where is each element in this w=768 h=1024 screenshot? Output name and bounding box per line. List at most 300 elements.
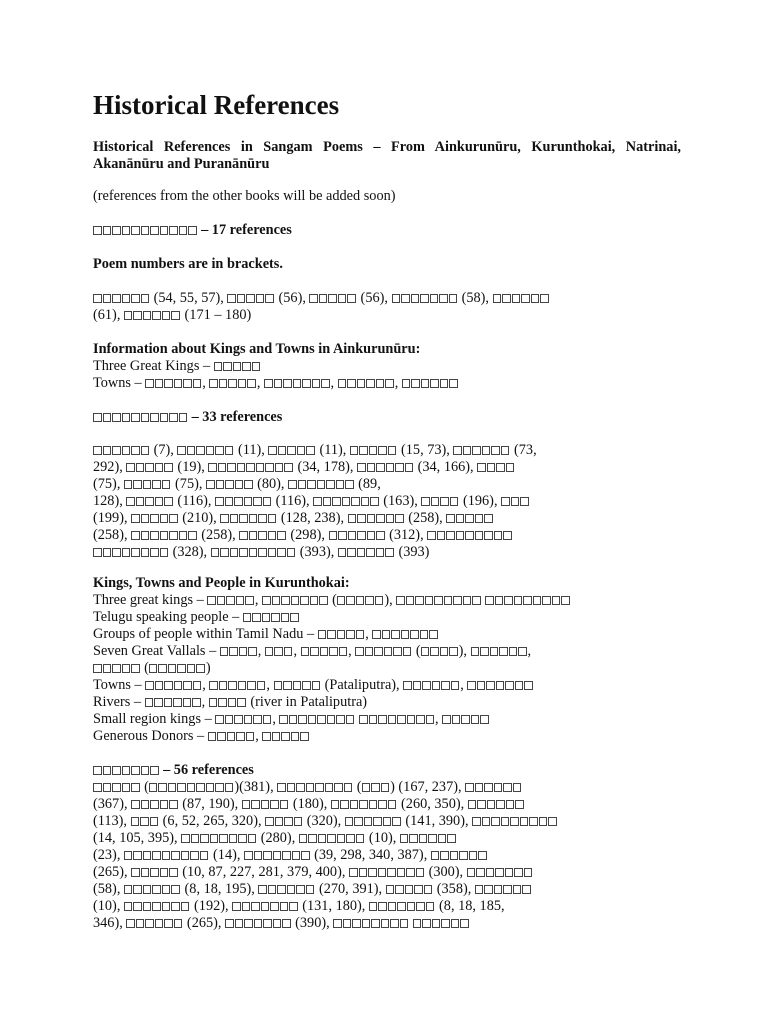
glyph-box-icon bbox=[345, 480, 354, 489]
glyph-box-icon bbox=[133, 851, 142, 860]
glyph-box-icon bbox=[320, 647, 329, 656]
glyph-box-icon bbox=[301, 647, 310, 656]
glyph-box-icon bbox=[366, 548, 375, 557]
glyph-box-icon bbox=[510, 817, 519, 826]
subtitle: Historical References in Sangam Poems – From Ainkurunūru, Kurunthokai, Natrinai, Akanānūru and Puranānūru bbox=[93, 139, 681, 172]
glyph-box-icon bbox=[478, 851, 487, 860]
text-line: Seven Great Vallals – , , , ( ), , bbox=[93, 643, 532, 659]
glyph-box-icon bbox=[524, 868, 533, 877]
glyph-box-icon bbox=[238, 834, 247, 843]
glyph-box-icon bbox=[442, 715, 451, 724]
glyph-box-icon bbox=[217, 596, 226, 605]
unrendered-glyph-run bbox=[357, 459, 414, 475]
glyph-box-icon bbox=[374, 647, 383, 656]
glyph-box-icon bbox=[446, 514, 455, 523]
glyph-box-icon bbox=[225, 480, 234, 489]
unrendered-glyph-run bbox=[465, 779, 522, 795]
glyph-box-icon bbox=[475, 885, 484, 894]
text-line: 128), (116), (116), (163), (196), bbox=[93, 493, 681, 510]
unrendered-glyph-run bbox=[209, 375, 257, 391]
glyph-box-icon bbox=[112, 766, 121, 775]
glyph-box-icon bbox=[152, 902, 161, 911]
glyph-box-icon bbox=[126, 497, 135, 506]
glyph-box-icon bbox=[283, 681, 292, 690]
glyph-box-icon bbox=[246, 463, 255, 472]
glyph-box-icon bbox=[284, 817, 293, 826]
glyph-box-icon bbox=[219, 834, 228, 843]
glyph-box-icon bbox=[495, 596, 504, 605]
glyph-box-icon bbox=[103, 446, 112, 455]
ainkurunuru-info-list bbox=[93, 358, 681, 392]
glyph-box-icon bbox=[338, 548, 347, 557]
glyph-box-icon bbox=[371, 919, 380, 928]
glyph-box-icon bbox=[441, 681, 450, 690]
glyph-box-icon bbox=[440, 851, 449, 860]
text-line: Generous Donors – , bbox=[93, 728, 681, 745]
glyph-box-icon bbox=[302, 681, 311, 690]
glyph-box-icon bbox=[426, 715, 435, 724]
text-line: ( )(381), ( ) (167, 237), bbox=[93, 779, 681, 796]
unrendered-glyph-run bbox=[124, 881, 181, 897]
glyph-box-icon bbox=[149, 783, 158, 792]
glyph-box-icon bbox=[193, 379, 202, 388]
glyph-box-icon bbox=[288, 480, 297, 489]
text-line: (14, 105, 395), (280), (10), bbox=[93, 830, 681, 847]
glyph-box-icon bbox=[239, 531, 248, 540]
glyph-box-icon bbox=[187, 664, 196, 673]
unrendered-glyph-run bbox=[131, 527, 198, 543]
unrendered-glyph-run bbox=[402, 375, 459, 391]
glyph-box-icon bbox=[361, 497, 370, 506]
glyph-box-icon bbox=[215, 497, 224, 506]
glyph-box-icon bbox=[369, 446, 378, 455]
glyph-box-icon bbox=[401, 294, 410, 303]
glyph-box-icon bbox=[131, 817, 140, 826]
unrendered-glyph-run bbox=[453, 442, 510, 458]
text-line: (58), (8, 18, 195), (270, 391), (358), bbox=[93, 881, 681, 898]
glyph-box-icon bbox=[152, 885, 161, 894]
glyph-box-icon bbox=[268, 514, 277, 523]
glyph-box-icon bbox=[317, 715, 326, 724]
unrendered-glyph-run bbox=[124, 898, 191, 914]
kurunthokai-info-heading: Kings, Towns and People in Kurunthokai: bbox=[93, 575, 350, 591]
unrendered-glyph-run bbox=[215, 711, 272, 727]
glyph-box-icon bbox=[422, 919, 431, 928]
glyph-box-icon bbox=[287, 885, 296, 894]
glyph-box-icon bbox=[540, 294, 549, 303]
glyph-box-icon bbox=[124, 480, 133, 489]
glyph-box-icon bbox=[370, 497, 379, 506]
glyph-box-icon bbox=[242, 800, 251, 809]
glyph-box-icon bbox=[381, 783, 390, 792]
glyph-box-icon bbox=[313, 497, 322, 506]
glyph-box-icon bbox=[346, 596, 355, 605]
glyph-box-icon bbox=[268, 548, 277, 557]
glyph-box-icon bbox=[282, 851, 291, 860]
glyph-box-icon bbox=[169, 413, 178, 422]
glyph-box-icon bbox=[348, 531, 357, 540]
glyph-box-icon bbox=[307, 480, 316, 489]
unrendered-glyph-run bbox=[126, 915, 183, 931]
unrendered-glyph-run bbox=[475, 881, 532, 897]
glyph-box-icon bbox=[93, 446, 102, 455]
glyph-box-icon bbox=[141, 226, 150, 235]
glyph-box-icon bbox=[256, 294, 265, 303]
glyph-box-icon bbox=[463, 446, 472, 455]
glyph-box-icon bbox=[145, 698, 154, 707]
glyph-box-icon bbox=[529, 817, 538, 826]
glyph-box-icon bbox=[299, 834, 308, 843]
glyph-box-icon bbox=[181, 851, 190, 860]
glyph-box-icon bbox=[310, 596, 319, 605]
unrendered-glyph-run bbox=[206, 476, 254, 492]
text-line: (75), (75), (80), (89, bbox=[93, 476, 381, 492]
glyph-box-icon bbox=[356, 630, 365, 639]
unrendered-glyph-run bbox=[279, 711, 355, 727]
glyph-box-icon bbox=[238, 379, 247, 388]
unrendered-glyph-run bbox=[338, 544, 395, 560]
glyph-box-icon bbox=[263, 851, 272, 860]
glyph-box-icon bbox=[150, 868, 159, 877]
glyph-box-icon bbox=[152, 480, 161, 489]
glyph-box-icon bbox=[362, 919, 371, 928]
glyph-box-icon bbox=[503, 885, 512, 894]
glyph-box-icon bbox=[252, 613, 261, 622]
glyph-box-icon bbox=[122, 664, 131, 673]
glyph-box-icon bbox=[441, 919, 450, 928]
glyph-box-icon bbox=[289, 902, 298, 911]
unrendered-glyph-run bbox=[277, 779, 353, 795]
glyph-box-icon bbox=[369, 800, 378, 809]
unrendered-glyph-run bbox=[181, 830, 257, 846]
glyph-box-icon bbox=[273, 919, 282, 928]
glyph-box-icon bbox=[294, 817, 303, 826]
glyph-box-icon bbox=[275, 463, 284, 472]
glyph-box-icon bbox=[523, 596, 532, 605]
glyph-box-icon bbox=[386, 463, 395, 472]
glyph-box-icon bbox=[344, 783, 353, 792]
glyph-box-icon bbox=[421, 379, 430, 388]
glyph-box-icon bbox=[468, 800, 477, 809]
unrendered-glyph-run bbox=[313, 493, 380, 509]
unrendered-glyph-run bbox=[209, 677, 266, 693]
glyph-box-icon bbox=[482, 446, 491, 455]
glyph-box-icon bbox=[262, 613, 271, 622]
glyph-box-icon bbox=[262, 732, 271, 741]
glyph-box-icon bbox=[169, 226, 178, 235]
glyph-box-icon bbox=[405, 463, 414, 472]
glyph-box-icon bbox=[460, 919, 469, 928]
unrendered-glyph-run bbox=[348, 510, 405, 526]
text-line: (61), (171 – 180) bbox=[93, 307, 252, 323]
glyph-box-icon bbox=[141, 531, 150, 540]
glyph-box-icon bbox=[521, 294, 530, 303]
glyph-box-icon bbox=[249, 531, 258, 540]
glyph-box-icon bbox=[382, 630, 391, 639]
glyph-box-icon bbox=[359, 715, 368, 724]
unrendered-glyph-run bbox=[421, 493, 459, 509]
glyph-box-icon bbox=[376, 514, 385, 523]
unrendered-glyph-run bbox=[264, 375, 331, 391]
glyph-box-icon bbox=[430, 647, 439, 656]
glyph-box-icon bbox=[349, 868, 358, 877]
glyph-box-icon bbox=[103, 413, 112, 422]
text-line: Groups of people within Tamil Nadu – , bbox=[93, 626, 681, 643]
glyph-box-icon bbox=[476, 868, 485, 877]
glyph-box-icon bbox=[388, 902, 397, 911]
glyph-box-icon bbox=[346, 834, 355, 843]
glyph-box-icon bbox=[183, 379, 192, 388]
glyph-box-icon bbox=[177, 664, 186, 673]
glyph-box-icon bbox=[513, 885, 522, 894]
glyph-box-icon bbox=[149, 664, 158, 673]
glyph-box-icon bbox=[124, 311, 133, 320]
glyph-box-icon bbox=[192, 698, 201, 707]
glyph-box-icon bbox=[136, 919, 145, 928]
glyph-box-icon bbox=[251, 800, 260, 809]
glyph-box-icon bbox=[440, 647, 449, 656]
unrendered-glyph-run bbox=[93, 222, 198, 238]
glyph-box-icon bbox=[400, 834, 409, 843]
glyph-box-icon bbox=[391, 630, 400, 639]
glyph-box-icon bbox=[150, 531, 159, 540]
glyph-box-icon bbox=[469, 851, 478, 860]
glyph-box-icon bbox=[337, 630, 346, 639]
glyph-box-icon bbox=[251, 902, 260, 911]
ainkurunuru-heading: – 17 references bbox=[93, 222, 681, 239]
glyph-box-icon bbox=[287, 548, 296, 557]
glyph-box-icon bbox=[263, 497, 272, 506]
glyph-box-icon bbox=[272, 732, 281, 741]
glyph-box-icon bbox=[133, 480, 142, 489]
glyph-box-icon bbox=[393, 647, 402, 656]
glyph-box-icon bbox=[208, 732, 217, 741]
glyph-box-icon bbox=[378, 800, 387, 809]
glyph-box-icon bbox=[265, 817, 274, 826]
glyph-box-icon bbox=[301, 851, 310, 860]
glyph-box-icon bbox=[160, 800, 169, 809]
glyph-box-icon bbox=[411, 379, 420, 388]
glyph-box-icon bbox=[211, 548, 220, 557]
unrendered-glyph-run bbox=[243, 609, 300, 625]
unrendered-glyph-run bbox=[392, 290, 459, 306]
glyph-box-icon bbox=[287, 783, 296, 792]
glyph-box-icon bbox=[381, 919, 390, 928]
glyph-box-icon bbox=[410, 630, 419, 639]
glyph-box-icon bbox=[352, 919, 361, 928]
glyph-box-icon bbox=[265, 647, 274, 656]
glyph-box-icon bbox=[471, 647, 480, 656]
glyph-box-icon bbox=[243, 613, 252, 622]
glyph-box-icon bbox=[216, 480, 225, 489]
glyph-box-icon bbox=[308, 715, 317, 724]
glyph-box-icon bbox=[362, 783, 371, 792]
glyph-box-icon bbox=[252, 362, 261, 371]
text-line: (367), (87, 190), (180), (260, 350), bbox=[93, 796, 681, 813]
glyph-box-icon bbox=[407, 715, 416, 724]
glyph-box-icon bbox=[223, 362, 232, 371]
glyph-box-icon bbox=[93, 413, 102, 422]
glyph-box-icon bbox=[496, 463, 505, 472]
glyph-box-icon bbox=[347, 379, 356, 388]
glyph-box-icon bbox=[329, 647, 338, 656]
glyph-box-icon bbox=[456, 514, 465, 523]
unrendered-glyph-run bbox=[145, 694, 202, 710]
glyph-box-icon bbox=[373, 817, 382, 826]
glyph-box-icon bbox=[471, 715, 480, 724]
glyph-box-icon bbox=[196, 446, 205, 455]
glyph-box-icon bbox=[420, 630, 429, 639]
glyph-box-icon bbox=[386, 514, 395, 523]
glyph-box-icon bbox=[514, 868, 523, 877]
glyph-box-icon bbox=[337, 834, 346, 843]
glyph-box-icon bbox=[400, 919, 409, 928]
glyph-box-icon bbox=[225, 497, 234, 506]
glyph-box-icon bbox=[160, 514, 169, 523]
glyph-box-icon bbox=[465, 514, 474, 523]
glyph-box-icon bbox=[164, 681, 173, 690]
glyph-box-icon bbox=[141, 294, 150, 303]
glyph-box-icon bbox=[452, 715, 461, 724]
glyph-box-icon bbox=[406, 868, 415, 877]
glyph-box-icon bbox=[501, 446, 510, 455]
glyph-box-icon bbox=[237, 294, 246, 303]
glyph-box-icon bbox=[124, 851, 133, 860]
glyph-box-icon bbox=[218, 698, 227, 707]
glyph-box-icon bbox=[169, 531, 178, 540]
unrendered-glyph-run bbox=[431, 847, 488, 863]
glyph-box-icon bbox=[493, 294, 502, 303]
glyph-box-icon bbox=[395, 463, 404, 472]
glyph-box-icon bbox=[397, 715, 406, 724]
glyph-box-icon bbox=[386, 885, 395, 894]
glyph-box-icon bbox=[247, 681, 256, 690]
glyph-box-icon bbox=[179, 413, 188, 422]
glyph-box-icon bbox=[215, 783, 224, 792]
glyph-box-icon bbox=[463, 596, 472, 605]
glyph-box-icon bbox=[355, 647, 364, 656]
glyph-box-icon bbox=[164, 919, 173, 928]
glyph-box-icon bbox=[496, 800, 505, 809]
glyph-box-icon bbox=[279, 715, 288, 724]
glyph-box-icon bbox=[160, 531, 169, 540]
unrendered-glyph-run bbox=[131, 864, 179, 880]
glyph-box-icon bbox=[484, 885, 493, 894]
glyph-box-icon bbox=[451, 919, 460, 928]
glyph-box-icon bbox=[327, 630, 336, 639]
glyph-box-icon bbox=[453, 596, 462, 605]
glyph-box-icon bbox=[369, 902, 378, 911]
glyph-box-icon bbox=[112, 783, 121, 792]
unrendered-glyph-run bbox=[421, 643, 459, 659]
glyph-box-icon bbox=[333, 919, 342, 928]
glyph-box-icon bbox=[122, 766, 131, 775]
glyph-box-icon bbox=[283, 379, 292, 388]
glyph-box-icon bbox=[124, 885, 133, 894]
glyph-box-icon bbox=[465, 783, 474, 792]
glyph-box-icon bbox=[133, 902, 142, 911]
unrendered-glyph-run bbox=[220, 510, 277, 526]
glyph-box-icon bbox=[141, 413, 150, 422]
glyph-box-icon bbox=[126, 919, 135, 928]
glyph-box-icon bbox=[164, 463, 173, 472]
glyph-box-icon bbox=[472, 817, 481, 826]
glyph-box-icon bbox=[145, 681, 154, 690]
glyph-box-icon bbox=[332, 497, 341, 506]
glyph-box-icon bbox=[414, 885, 423, 894]
glyph-box-icon bbox=[449, 647, 458, 656]
unrendered-glyph-run bbox=[93, 290, 150, 306]
glyph-box-icon bbox=[93, 766, 102, 775]
unrendered-glyph-run bbox=[93, 762, 160, 778]
unrendered-glyph-run bbox=[400, 830, 457, 846]
glyph-box-icon bbox=[210, 834, 219, 843]
kurunthokai-references bbox=[93, 442, 681, 561]
glyph-box-icon bbox=[277, 885, 286, 894]
glyph-box-icon bbox=[420, 294, 429, 303]
glyph-box-icon bbox=[150, 226, 159, 235]
glyph-box-icon bbox=[531, 294, 540, 303]
glyph-box-icon bbox=[494, 531, 503, 540]
glyph-box-icon bbox=[477, 463, 486, 472]
unrendered-glyph-run bbox=[349, 864, 425, 880]
glyph-box-icon bbox=[164, 698, 173, 707]
glyph-box-icon bbox=[233, 362, 242, 371]
glyph-box-icon bbox=[369, 715, 378, 724]
glyph-box-icon bbox=[162, 902, 171, 911]
unrendered-glyph-run bbox=[299, 830, 366, 846]
glyph-box-icon bbox=[131, 294, 140, 303]
glyph-box-icon bbox=[155, 497, 164, 506]
glyph-box-icon bbox=[480, 647, 489, 656]
glyph-box-icon bbox=[346, 630, 355, 639]
glyph-box-icon bbox=[444, 596, 453, 605]
glyph-box-icon bbox=[246, 294, 255, 303]
glyph-box-icon bbox=[262, 596, 271, 605]
glyph-box-icon bbox=[487, 800, 496, 809]
glyph-box-icon bbox=[520, 497, 529, 506]
glyph-box-icon bbox=[425, 596, 434, 605]
glyph-box-icon bbox=[226, 596, 235, 605]
glyph-box-icon bbox=[292, 851, 301, 860]
glyph-box-icon bbox=[365, 647, 374, 656]
glyph-box-icon bbox=[191, 834, 200, 843]
glyph-box-icon bbox=[506, 800, 515, 809]
unrendered-glyph-run bbox=[301, 643, 349, 659]
glyph-box-icon bbox=[206, 480, 215, 489]
glyph-box-icon bbox=[215, 446, 224, 455]
glyph-box-icon bbox=[263, 919, 272, 928]
glyph-box-icon bbox=[440, 497, 449, 506]
glyph-box-icon bbox=[421, 647, 430, 656]
glyph-box-icon bbox=[162, 885, 171, 894]
unrendered-glyph-run bbox=[93, 442, 150, 458]
glyph-box-icon bbox=[376, 463, 385, 472]
glyph-box-icon bbox=[491, 446, 500, 455]
glyph-box-icon bbox=[367, 514, 376, 523]
glyph-box-icon bbox=[238, 681, 247, 690]
glyph-box-icon bbox=[293, 379, 302, 388]
kurunthokai-info-list bbox=[93, 592, 681, 745]
glyph-box-icon bbox=[306, 783, 315, 792]
glyph-box-icon bbox=[298, 715, 307, 724]
glyph-box-icon bbox=[258, 885, 267, 894]
glyph-box-icon bbox=[388, 800, 397, 809]
glyph-box-icon bbox=[124, 902, 133, 911]
glyph-box-icon bbox=[209, 698, 218, 707]
glyph-box-icon bbox=[475, 783, 484, 792]
unrendered-glyph-run bbox=[309, 290, 357, 306]
